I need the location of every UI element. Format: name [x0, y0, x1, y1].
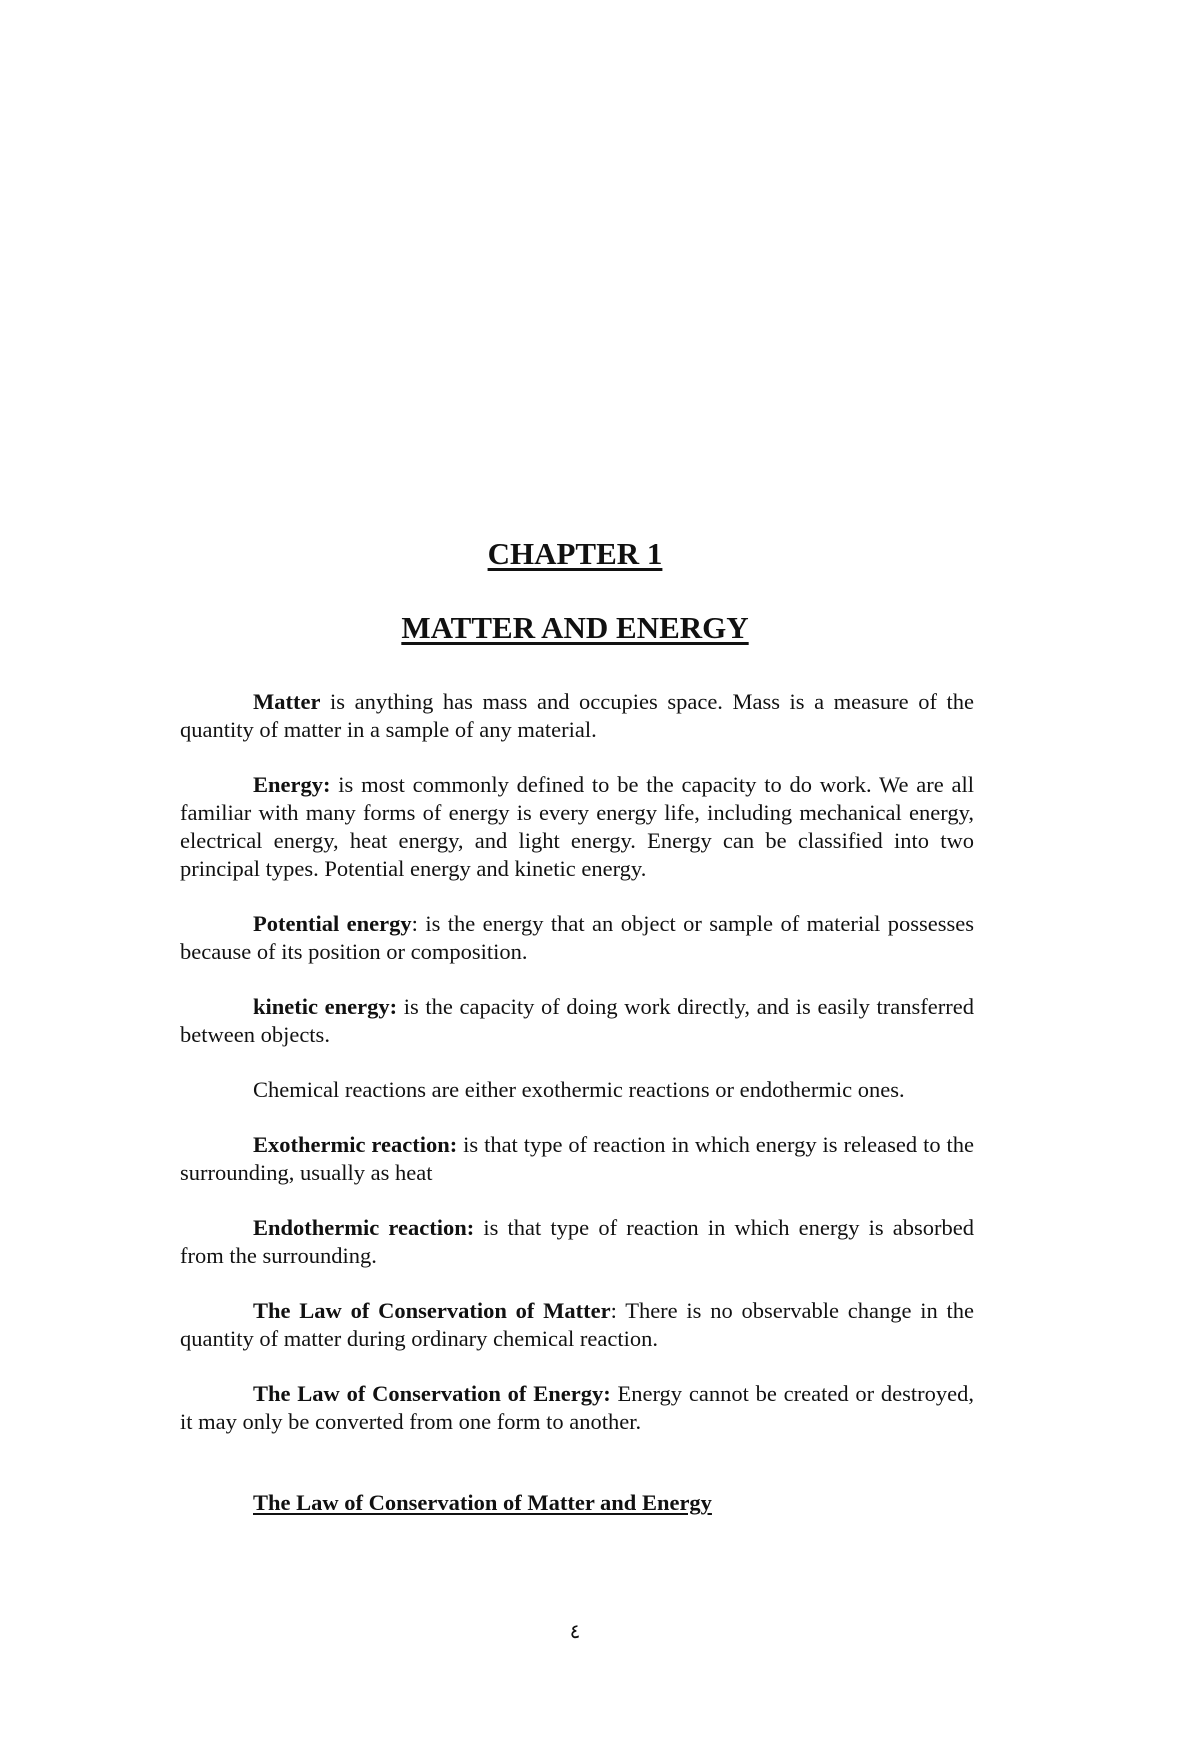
paragraph-chemical-reactions	[180, 1076, 974, 1104]
definition-conservation-of-energy: Energy cannot be created or destroyed, it may only be converted from one form to another.	[180, 1381, 975, 1434]
paragraph-conservation-of-matter	[180, 1297, 974, 1353]
paragraph-matter	[180, 688, 974, 744]
paragraph-exothermic	[180, 1131, 974, 1187]
chapter-title: MATTER AND ENERGY	[401, 610, 749, 645]
term-conservation-of-matter: The Law of Conservation of Matter	[253, 1298, 611, 1323]
term-kinetic-energy: kinetic energy:	[253, 994, 398, 1019]
term-conservation-of-energy: The Law of Conservation of Energy:	[253, 1381, 611, 1406]
definition-potential-energy: : is the energy that an object or sample of material possesses because of its position or composition.	[180, 911, 974, 964]
definition-matter: is anything has mass and occupies space. Mass is a measure of the quantity of matter in a sample of any material.	[180, 689, 974, 742]
paragraph-endothermic	[180, 1214, 974, 1270]
definition-endothermic-reaction: is that type of reaction in which energy is absorbed from the surrounding.	[180, 1215, 974, 1268]
section-heading: The Law of Conservation of Matter and Energy	[253, 1490, 712, 1515]
definition-kinetic-energy: is the capacity of doing work directly, and is easily transferred between objects.	[180, 994, 974, 1047]
term-exothermic-reaction: Exothermic reaction:	[253, 1132, 458, 1157]
chemical-reactions-text: Chemical reactions are either exothermic reactions or endothermic ones.	[253, 1077, 905, 1102]
term-endothermic-reaction: Endothermic reaction:	[253, 1215, 475, 1240]
term-matter: Matter	[253, 689, 321, 714]
paragraph-energy	[180, 771, 974, 883]
term-potential-energy: Potential energy	[253, 911, 412, 936]
paragraph-kinetic-energy	[180, 993, 974, 1049]
chapter-number: CHAPTER 1	[487, 536, 663, 571]
paragraph-potential-energy	[180, 910, 974, 966]
page-number: ٤	[569, 1621, 581, 1643]
definition-exothermic-reaction: is that type of reaction in which energy is released to the surrounding, usually as heat	[180, 1132, 974, 1185]
definition-energy: is most commonly defined to be the capacity to do work. We are all familiar with many forms of energy is every energy life, including mechanical energy, electrical energy, heat energy, and light energy. Energy can be classified into two principal types. Potential energy and kinetic energy.	[180, 772, 974, 881]
definition-conservation-of-matter: : There is no observable change in the quantity of matter during ordinary chemical reaction.	[180, 1298, 974, 1351]
term-energy: Energy:	[253, 772, 331, 797]
paragraph-conservation-of-energy	[180, 1380, 974, 1436]
